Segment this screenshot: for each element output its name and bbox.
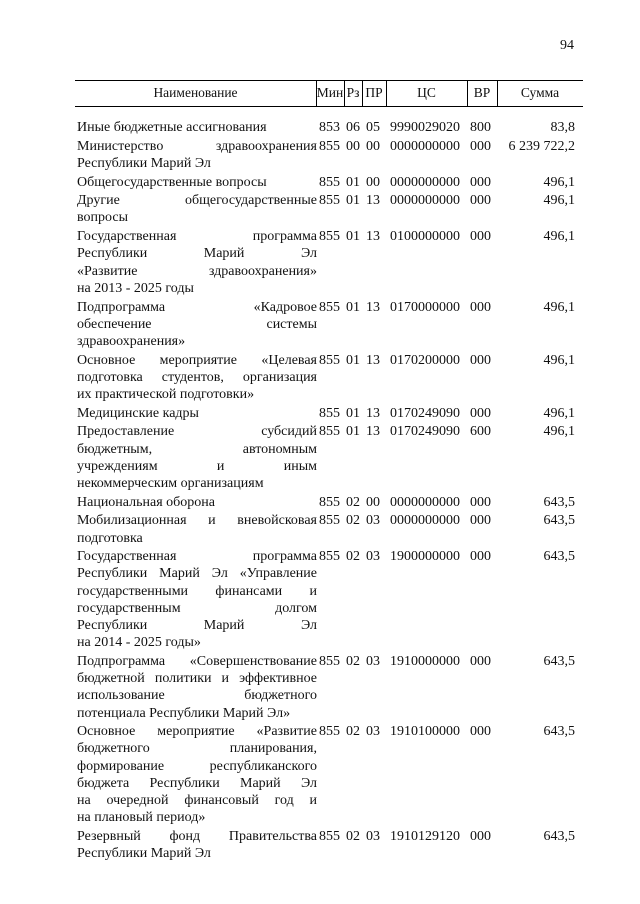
row-name-line: потенциала Республики Марий Эл» xyxy=(77,705,291,721)
row-name-line: бюджетным, автономным xyxy=(77,441,317,457)
row-name-line: государственным долгом xyxy=(77,600,317,616)
row-name xyxy=(77,228,317,297)
header-pr: ПР xyxy=(365,85,383,100)
row-sum: 496,1 xyxy=(543,405,575,421)
row-pr: 13 xyxy=(366,405,380,421)
row-name-line: на плановый период» xyxy=(77,810,206,826)
row-cs: 1910129120 xyxy=(390,829,460,844)
row-sum: 496,1 xyxy=(543,424,575,440)
row-min: 855 xyxy=(319,654,340,669)
row-min: 855 xyxy=(319,494,340,510)
row-rz: 06 xyxy=(346,120,360,135)
row-min: 855 xyxy=(319,352,340,368)
row-cs: 0170249090 xyxy=(390,405,460,421)
row-rz: 02 xyxy=(346,549,360,565)
row-name xyxy=(77,405,317,422)
row-pr: 03 xyxy=(366,654,380,669)
row-name-line: учреждениям и иным xyxy=(77,458,317,474)
row-name-line: «Развитие здравоохранения» xyxy=(77,263,317,279)
row-sum: 643,5 xyxy=(543,724,575,740)
header-sum: Сумма xyxy=(520,85,560,100)
row-name-line: здравоохранения» xyxy=(77,333,186,349)
row-cs: 0100000000 xyxy=(390,229,460,245)
row-sum: 496,1 xyxy=(543,193,575,209)
row-name-line: Государственная программа xyxy=(77,549,317,565)
row-rz: 01 xyxy=(346,424,360,440)
row-name-line: на очередной финансовый год и xyxy=(77,793,317,809)
row-pr: 05 xyxy=(366,120,380,135)
row-rz: 02 xyxy=(346,829,360,844)
row-rz: 02 xyxy=(346,494,360,510)
row-cs: 0170200000 xyxy=(390,352,460,368)
row-cs: 1910100000 xyxy=(390,724,460,740)
row-name xyxy=(77,299,317,351)
header-cs: ЦС xyxy=(417,85,436,100)
row-vr: 000 xyxy=(470,193,491,209)
row-name-line: бюджета Республики Марий Эл xyxy=(77,775,317,791)
row-name xyxy=(77,192,317,226)
row-name-line: Подпрограмма «Кадровое xyxy=(77,299,317,315)
row-vr: 600 xyxy=(470,424,491,440)
row-sum: 643,5 xyxy=(543,829,575,844)
row-vr: 000 xyxy=(470,654,491,669)
row-name xyxy=(77,828,317,862)
row-name-line: бюджетной политики и эффективное xyxy=(77,671,317,687)
row-rz: 01 xyxy=(346,193,360,209)
row-name-line: Мобилизационная и вневойсковая xyxy=(77,513,317,529)
row-name xyxy=(77,174,317,191)
row-name-line: государственными финансами и xyxy=(77,583,317,599)
row-pr: 13 xyxy=(366,424,380,440)
row-min: 855 xyxy=(319,405,340,421)
row-name xyxy=(77,723,317,826)
row-name-line: Другие общегосударственные xyxy=(77,193,317,209)
row-vr: 000 xyxy=(470,174,491,190)
row-cs: 0170000000 xyxy=(390,299,460,315)
row-pr: 13 xyxy=(366,299,380,315)
row-name-line: Медицинские кадры xyxy=(77,405,199,421)
row-name-line: Государственная программа xyxy=(77,229,317,245)
row-vr: 800 xyxy=(470,120,491,135)
row-min: 855 xyxy=(319,424,340,440)
row-vr: 000 xyxy=(470,405,491,421)
row-sum: 6 239 722,2 xyxy=(508,138,575,154)
row-name-line: Республики Марий Эл xyxy=(77,246,317,262)
row-sum: 83,8 xyxy=(550,120,575,135)
row-name-line: Министерство здравоохранения xyxy=(77,138,317,154)
row-name-line: Иные бюджетные ассигнования xyxy=(77,120,267,135)
row-vr: 000 xyxy=(470,829,491,844)
row-name xyxy=(77,653,317,722)
row-rz: 02 xyxy=(346,513,360,529)
row-sum: 496,1 xyxy=(543,229,575,245)
row-cs: 0000000000 xyxy=(390,138,460,154)
row-rz: 01 xyxy=(346,229,360,245)
row-vr: 000 xyxy=(470,513,491,529)
row-vr: 000 xyxy=(470,299,491,315)
header-vr: ВР xyxy=(473,85,491,100)
row-min: 855 xyxy=(319,829,340,844)
row-cs: 0170249090 xyxy=(390,424,460,440)
row-name-line: вопросы xyxy=(77,210,128,226)
row-rz: 01 xyxy=(346,174,360,190)
row-name xyxy=(77,352,317,404)
row-pr: 13 xyxy=(366,193,380,209)
row-pr: 03 xyxy=(366,829,380,844)
row-name-line: на 2013 - 2025 годы xyxy=(77,280,194,296)
row-sum: 643,5 xyxy=(543,654,575,669)
row-pr: 00 xyxy=(366,174,380,190)
row-rz: 02 xyxy=(346,654,360,669)
row-min: 855 xyxy=(319,549,340,565)
row-name-line: подготовка студентов, организация xyxy=(77,369,317,385)
row-name xyxy=(77,138,317,172)
row-vr: 000 xyxy=(470,229,491,245)
row-cs: 1910000000 xyxy=(390,654,460,669)
row-name-line: Резервный фонд Правительства xyxy=(77,829,317,844)
row-rz: 00 xyxy=(346,138,360,154)
row-sum: 496,1 xyxy=(543,352,575,368)
row-sum: 643,5 xyxy=(543,494,575,510)
row-name-line: подготовка xyxy=(77,530,143,546)
row-cs: 9990029020 xyxy=(390,120,460,135)
row-min: 855 xyxy=(319,138,340,154)
row-name xyxy=(77,512,317,546)
page-number: 94 xyxy=(560,38,574,53)
row-name xyxy=(77,119,317,136)
row-min: 855 xyxy=(319,513,340,529)
row-cs: 0000000000 xyxy=(390,193,460,209)
row-vr: 000 xyxy=(470,549,491,565)
row-name-line: Основное мероприятие «Развитие xyxy=(77,724,317,740)
row-pr: 03 xyxy=(366,724,380,740)
row-name-line: Национальная оборона xyxy=(77,494,215,510)
header-min: Мин xyxy=(316,85,344,100)
row-vr: 000 xyxy=(470,138,491,154)
row-name-line: Основное мероприятие «Целевая xyxy=(77,352,317,368)
row-pr: 03 xyxy=(366,513,380,529)
row-min: 855 xyxy=(319,299,340,315)
row-name-line: Республики Марий Эл xyxy=(77,618,317,634)
row-min: 855 xyxy=(319,193,340,209)
row-name-line: их практической подготовки» xyxy=(77,386,255,402)
row-vr: 000 xyxy=(470,494,491,510)
row-name-line: Общегосударственные вопросы xyxy=(77,174,267,190)
row-vr: 000 xyxy=(470,352,491,368)
row-sum: 643,5 xyxy=(543,513,575,529)
row-min: 855 xyxy=(319,174,340,190)
row-cs: 0000000000 xyxy=(390,174,460,190)
row-cs: 0000000000 xyxy=(390,513,460,529)
row-name-line: Республики Марий Эл xyxy=(77,846,211,862)
row-name-line: некоммерческим организациям xyxy=(77,475,264,491)
row-name xyxy=(77,423,317,492)
row-name-line: Республики Марий Эл xyxy=(77,155,211,171)
row-rz: 02 xyxy=(346,724,360,740)
row-name-line: обеспечение системы xyxy=(77,316,317,332)
row-min: 855 xyxy=(319,229,340,245)
row-sum: 496,1 xyxy=(543,174,575,190)
row-name xyxy=(77,494,317,511)
header-name: Наименование xyxy=(153,85,238,100)
row-rz: 01 xyxy=(346,299,360,315)
row-name-line: на 2014 - 2025 годы» xyxy=(77,635,201,651)
row-pr: 13 xyxy=(366,352,380,368)
row-sum: 496,1 xyxy=(543,299,575,315)
row-sum: 643,5 xyxy=(543,549,575,565)
row-pr: 13 xyxy=(366,229,380,245)
row-cs: 1900000000 xyxy=(390,549,460,565)
header-rz: Рз xyxy=(346,85,360,100)
row-name-line: использование бюджетного xyxy=(77,688,317,704)
row-pr: 00 xyxy=(366,494,380,510)
row-min: 855 xyxy=(319,724,340,740)
row-pr: 03 xyxy=(366,549,380,565)
row-cs: 0000000000 xyxy=(390,494,460,510)
row-name-line: Республики Марий Эл «Управление xyxy=(77,566,317,582)
row-vr: 000 xyxy=(470,724,491,740)
row-name-line: формирование республиканского xyxy=(77,758,317,774)
row-name-line: Подпрограмма «Совершенствование xyxy=(77,654,317,669)
row-name xyxy=(77,548,317,651)
row-rz: 01 xyxy=(346,405,360,421)
row-name-line: Предоставление субсидий xyxy=(77,424,317,440)
row-pr: 00 xyxy=(366,138,380,154)
row-rz: 01 xyxy=(346,352,360,368)
row-name-line: бюджетного планирования, xyxy=(77,741,317,757)
row-min: 853 xyxy=(319,120,340,135)
